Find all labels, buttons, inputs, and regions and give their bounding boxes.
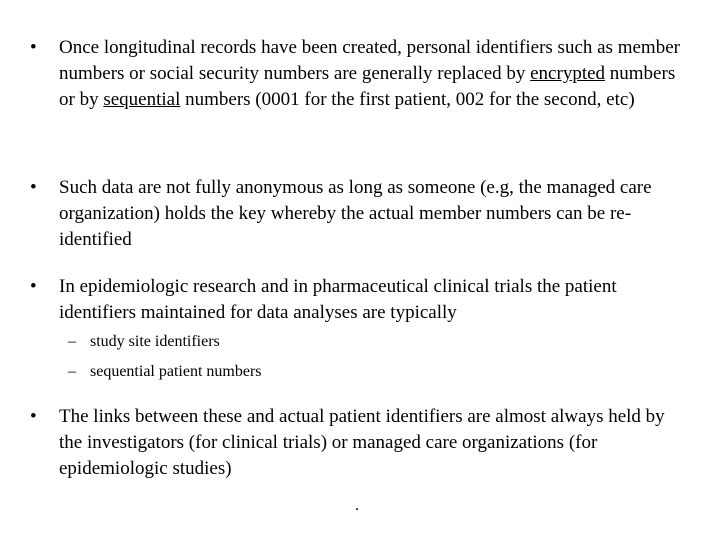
sub-item-text: sequential patient numbers: [90, 363, 262, 380]
bullet-marker: •: [30, 37, 37, 58]
bullet-text: Such data are not fully anonymous as long as someone (e.g, the managed care organization) holds the key whereby the actual member numbers can be re-identified: [59, 177, 652, 250]
bullet-links: [30, 404, 690, 482]
text-segment: numbers (0001 for the first patient, 002 for the second, etc): [180, 89, 635, 110]
bullet-identifiers: [30, 274, 690, 326]
bullet-marker: •: [30, 276, 37, 297]
sub-item-site-identifiers: [68, 332, 220, 352]
bullet-marker: •: [30, 406, 37, 427]
sub-item-text: study site identifiers: [90, 333, 220, 350]
bullet-text: In epidemiologic research and in pharmaceutical clinical trials the patient identifiers maintained for data analyses are typically: [59, 276, 617, 323]
sub-bullet-marker: –: [68, 363, 76, 380]
sub-bullet-marker: –: [68, 333, 76, 350]
bullet-marker: •: [30, 177, 37, 198]
footer-mark: .: [355, 497, 359, 514]
text-segment: numbers or by: [59, 63, 676, 110]
bullet-deidentification: [30, 35, 690, 113]
text-segment: Once longitudinal records have been created, personal identifiers such as member numbers or social security numbers are generally replaced by: [59, 37, 680, 84]
bullet-anonymity: [30, 175, 690, 253]
underlined-term-encrypted: encrypted: [530, 63, 606, 84]
bullet-text: [59, 35, 690, 113]
bullet-text: The links between these and actual patient identifiers are almost always held by the investigators (for clinical trials) or managed care organizations (for epidemiologic studies): [59, 406, 665, 479]
sub-item-patient-numbers: [68, 362, 262, 382]
underlined-term-sequential: sequential: [103, 89, 181, 110]
